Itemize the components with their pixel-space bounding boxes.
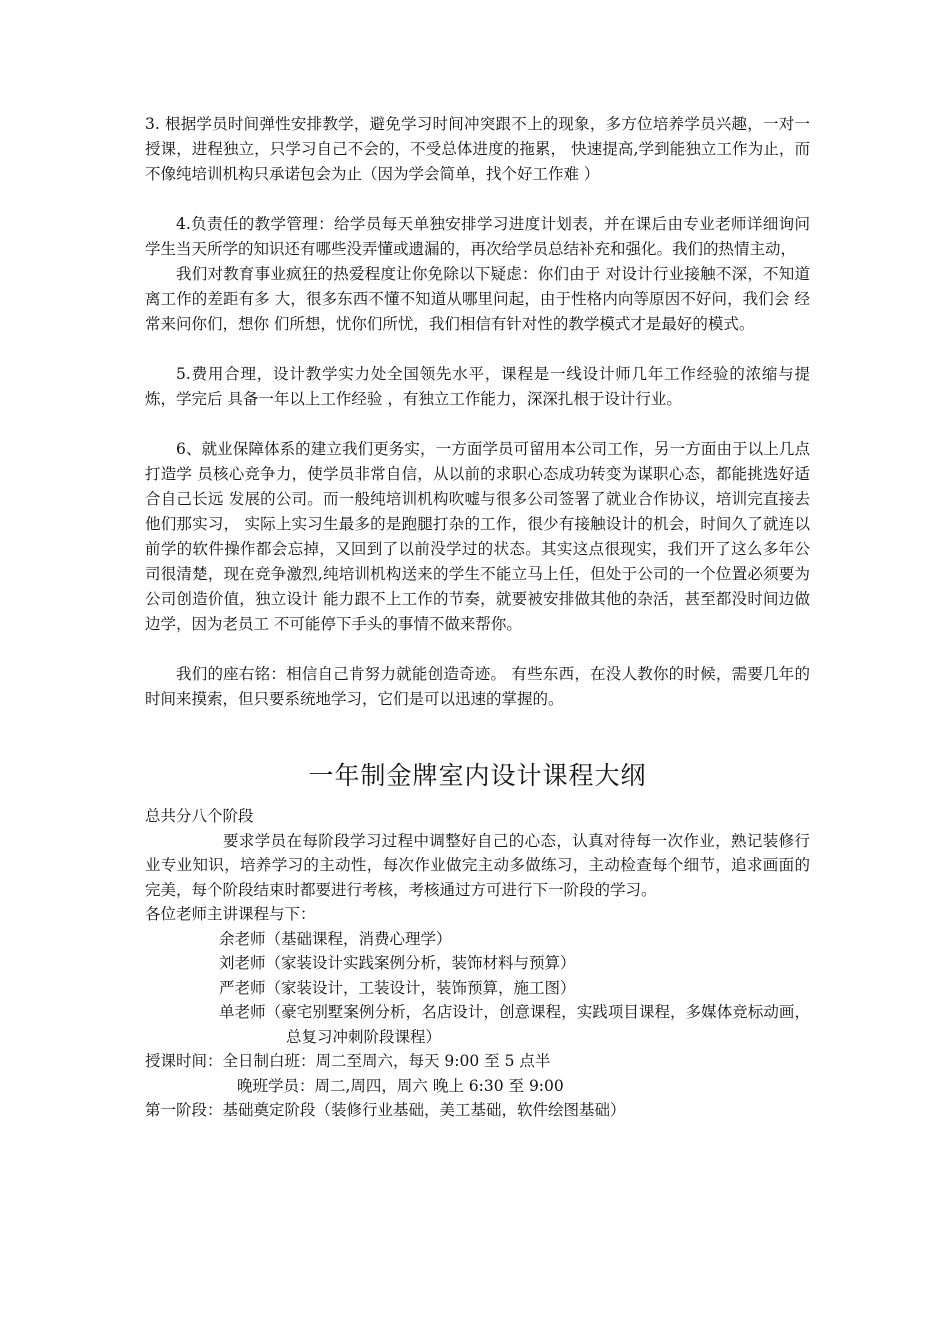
teacher-item: 单老师（豪宅别墅案例分析，名店设计，创意课程，实践项目课程，多媒体竞标动画，总复习冲刺阶段课程） [219, 1003, 810, 1046]
teacher-item: 余老师（基础课程，消费心理学） [219, 929, 452, 948]
section-gap [145, 712, 810, 760]
document-page [145, 112, 810, 1123]
schedule-day: 授课时间：全日制白班：周二至周六，每天 9:00 至 5 点半 [145, 1052, 551, 1070]
stage-one: 第一阶段：基础奠定阶段（装修行业基础，美工基础，软件绘图基础） [145, 1101, 626, 1119]
schedule-evening: 晚班学员：周二,周四，周六 晚上 6:30 至 9:00 [237, 1076, 564, 1095]
paragraph-passion: 我们对教育事业疯狂的热爱程度让你免除以下疑虑：你们由于 对设计行业接触不深，不知道离工作的差距有多 大，很多东西不懂不知道从哪里问起，由于性格内向等原因不好问，我们会 经常来问你们，想你 们所想，忧你们所忧，我们相信有针对性的教学模式才是最好的模式。 [145, 265, 810, 333]
paragraph-teaching-management: 4.负责任的教学管理：给学员每天单独安排学习进度计划表，并在课后由专业老师详细询问学生当天所学的知识还有哪些没弄懂或遗漏的，再次给学员总结补充和强化。我们的热情主动， [145, 215, 810, 258]
paragraph-gap [145, 412, 810, 437]
paragraph-motto: 我们的座右铭：相信自己肯努力就能创造奇迹。 有些东西，在没人教你的时候，需要几年的 时间来摸索，但只要系统地学习，它们是可以迅速的掌握的。 [145, 665, 810, 708]
teachers-heading: 各位老师主讲课程与下： [145, 905, 316, 923]
stage-requirement: 要求学员在每阶段学习过程中调整好自己的心态，认真对待每一次作业，熟记装修行业专业知识，培养学习的主动性，每次作业做完主动多做练习，主动检查每个细节，追求画面的完美，每个阶段结束时都要进行考核，考核通过方可进行下一阶段的学习。 [145, 831, 810, 899]
course-outline-title: 一年制金牌室内设计课程大纲 [308, 761, 647, 790]
paragraph-reasonable-fees: 5.费用合理，设计教学实力处全国领先水平，课程是一线设计师几年工作经验的浓缩与提炼，学完后 具备一年以上工作经验 ，有独立工作能力，深深扎根于设计行业。 [145, 365, 810, 408]
paragraph-gap [145, 187, 810, 212]
teacher-item: 刘老师（家装设计实践案例分析，装饰材料与预算） [219, 954, 576, 972]
paragraph-employment-guarantee: 6、就业保障体系的建立我们更务实，一方面学员可留用本公司工作，另一方面由于以上几点打造学 员核心竞争力，使学员非常自信，从以前的求职心态成功转变为谋职心态，都能挑选好适合自己长远 发展的公司。而一般纯培训机构吹嘘与很多公司签署了就业合作协议，培训完直接去他们那实习， 实际上实习生最多的是跑腿打杂的工作，很少有接触设计的机会，时间久了就连以前学的软件操作都会忘掉，又回到了以前没学过的状态。其实这点很现实，我们开了这么多年公司很清楚，现在竞争激烈,纯培训机构送来的学生不能立马上任，但处于公司的一个位置必须要为公司创造价值，独立设计 能力跟不上工作的节奏，就要被安排做其他的杂活，甚至都没时间边做边学，因为老员工 不可能停下手头的事情不做来帮你。 [145, 440, 810, 633]
paragraph-flexible-teaching: 3. 根据学员时间弹性安排教学，避免学习时间冲突跟不上的现象，多方位培养学员兴趣，一对一授课，进程独立，只学习自己不会的，不受总体进度的拖累， 快速提高,学到能独立工作为止，而不像纯培训机构只承诺包会为止（因为学会简单，找个好工作难 ） [145, 115, 810, 183]
paragraph-gap [145, 637, 810, 662]
stages-total: 总共分八个阶段 [145, 807, 254, 825]
teacher-item: 严老师（家装设计，工装设计，装饰预算，施工图） [219, 978, 576, 997]
paragraph-gap [145, 337, 810, 362]
